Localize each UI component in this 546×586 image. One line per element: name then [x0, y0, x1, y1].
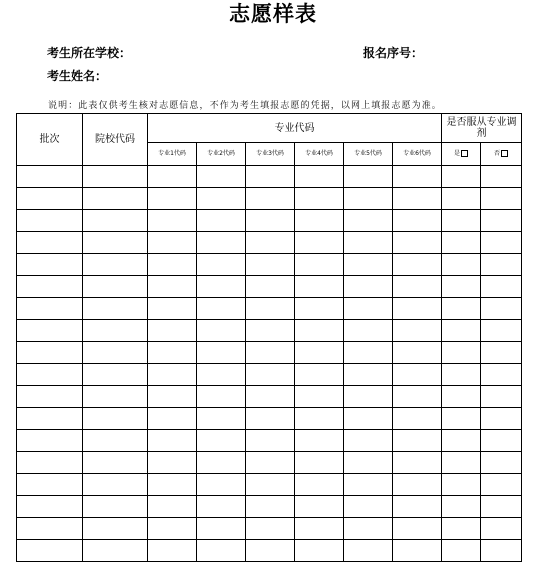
table-cell	[393, 474, 442, 496]
table-cell	[197, 298, 246, 320]
table-cell	[442, 210, 481, 232]
table-cell	[197, 430, 246, 452]
table-cell	[83, 166, 148, 188]
table-cell	[197, 408, 246, 430]
table-row	[17, 276, 522, 298]
table-cell	[442, 188, 481, 210]
table-cell	[442, 386, 481, 408]
table-cell	[481, 364, 522, 386]
table-cell	[197, 540, 246, 562]
table-cell	[148, 430, 197, 452]
table-cell	[246, 210, 295, 232]
table-cell	[148, 408, 197, 430]
checkbox-icon	[461, 150, 468, 157]
batch-header: 批次	[17, 114, 83, 166]
table-cell	[83, 232, 148, 254]
table-cell	[344, 496, 393, 518]
major-5-code-header: 专业5代码	[344, 143, 393, 166]
table-cell	[481, 232, 522, 254]
table-cell	[344, 210, 393, 232]
table-cell	[295, 232, 344, 254]
table-cell	[442, 276, 481, 298]
table-cell	[344, 430, 393, 452]
table-cell	[481, 254, 522, 276]
table-row	[17, 496, 522, 518]
major-code-header: 专业代码	[148, 114, 442, 143]
table-cell	[295, 298, 344, 320]
table-cell	[17, 254, 83, 276]
table-cell	[83, 342, 148, 364]
table-cell	[17, 496, 83, 518]
major-6-code-header: 专业6代码	[393, 143, 442, 166]
table-cell	[393, 496, 442, 518]
table-cell	[148, 254, 197, 276]
table-cell	[295, 518, 344, 540]
table-cell	[344, 232, 393, 254]
table-cell	[344, 364, 393, 386]
major-4-code-header: 专业4代码	[295, 143, 344, 166]
adjust-no-label: 否	[494, 150, 501, 157]
table-cell	[442, 320, 481, 342]
table-cell	[344, 254, 393, 276]
table-cell	[197, 232, 246, 254]
table-cell	[246, 386, 295, 408]
table-cell	[344, 518, 393, 540]
table-cell	[442, 452, 481, 474]
table-cell	[393, 452, 442, 474]
page-title: 志愿样表	[229, 2, 317, 26]
table-cell	[83, 254, 148, 276]
table-cell	[197, 386, 246, 408]
table-cell	[148, 474, 197, 496]
table-cell	[17, 320, 83, 342]
table-cell	[442, 364, 481, 386]
table-cell	[17, 474, 83, 496]
table-cell	[148, 210, 197, 232]
table-cell	[481, 342, 522, 364]
table-cell	[442, 518, 481, 540]
table-cell	[83, 298, 148, 320]
table-cell	[83, 210, 148, 232]
table-cell	[83, 320, 148, 342]
major-1-code-header: 专业1代码	[148, 143, 197, 166]
table-cell	[393, 364, 442, 386]
table-cell	[197, 518, 246, 540]
table-cell	[481, 496, 522, 518]
table-cell	[83, 474, 148, 496]
table-cell	[148, 320, 197, 342]
table-cell	[295, 276, 344, 298]
table-cell	[393, 188, 442, 210]
table-cell	[442, 166, 481, 188]
table-cell	[197, 474, 246, 496]
table-cell	[442, 298, 481, 320]
table-cell	[246, 232, 295, 254]
table-row	[17, 342, 522, 364]
table-cell	[148, 166, 197, 188]
table-cell	[148, 518, 197, 540]
table-cell	[197, 364, 246, 386]
table-cell	[481, 408, 522, 430]
table-cell	[481, 386, 522, 408]
table-cell	[246, 452, 295, 474]
table-cell	[344, 540, 393, 562]
table-row	[17, 232, 522, 254]
table-cell	[393, 540, 442, 562]
table-cell	[295, 540, 344, 562]
table-cell	[295, 430, 344, 452]
major-2-code-header: 专业2代码	[197, 143, 246, 166]
table-cell	[481, 540, 522, 562]
table-cell	[83, 364, 148, 386]
table-cell	[197, 254, 246, 276]
table-cell	[246, 320, 295, 342]
table-cell	[17, 298, 83, 320]
table-cell	[83, 276, 148, 298]
table-cell	[481, 210, 522, 232]
table-cell	[246, 298, 295, 320]
table-cell	[148, 452, 197, 474]
table-row	[17, 408, 522, 430]
table-cell	[295, 188, 344, 210]
table-cell	[481, 166, 522, 188]
table-cell	[295, 474, 344, 496]
table-cell	[481, 276, 522, 298]
table-cell	[393, 320, 442, 342]
table-cell	[295, 408, 344, 430]
table-cell	[148, 276, 197, 298]
table-cell	[17, 430, 83, 452]
table-cell	[344, 188, 393, 210]
table-cell	[197, 452, 246, 474]
table-cell	[246, 518, 295, 540]
table-cell	[83, 408, 148, 430]
table-cell	[344, 408, 393, 430]
table-cell	[295, 364, 344, 386]
table-cell	[17, 276, 83, 298]
table-cell	[344, 452, 393, 474]
table-cell	[481, 430, 522, 452]
table-cell	[197, 342, 246, 364]
table-cell	[393, 166, 442, 188]
table-cell	[481, 188, 522, 210]
table-cell	[295, 386, 344, 408]
table-cell	[197, 166, 246, 188]
table-cell	[442, 254, 481, 276]
table-cell	[17, 188, 83, 210]
table-cell	[83, 386, 148, 408]
table-cell	[442, 232, 481, 254]
table-row	[17, 518, 522, 540]
table-cell	[83, 496, 148, 518]
table-cell	[481, 452, 522, 474]
table-row	[17, 386, 522, 408]
table-row	[17, 210, 522, 232]
table-cell	[344, 166, 393, 188]
school-code-header: 院校代码	[83, 114, 148, 166]
table-cell	[197, 496, 246, 518]
table-cell	[17, 342, 83, 364]
table-cell	[246, 364, 295, 386]
table-cell	[246, 166, 295, 188]
table-cell	[17, 386, 83, 408]
table-cell	[246, 254, 295, 276]
table-cell	[83, 452, 148, 474]
table-cell	[393, 232, 442, 254]
table-cell	[295, 320, 344, 342]
table-row	[17, 430, 522, 452]
table-cell	[17, 166, 83, 188]
table-cell	[246, 342, 295, 364]
table-cell	[17, 232, 83, 254]
table-cell	[393, 386, 442, 408]
table-row	[17, 452, 522, 474]
table-cell	[83, 518, 148, 540]
checkbox-icon	[501, 150, 508, 157]
table-cell	[17, 210, 83, 232]
table-cell	[344, 342, 393, 364]
table-cell	[17, 452, 83, 474]
student-name-label: 考生姓名：	[47, 69, 108, 83]
table-cell	[295, 342, 344, 364]
table-row	[17, 254, 522, 276]
table-cell	[344, 320, 393, 342]
table-cell	[393, 342, 442, 364]
table-cell	[442, 496, 481, 518]
adjust-yes-label: 是	[454, 150, 461, 157]
table-cell	[393, 518, 442, 540]
table-cell	[393, 254, 442, 276]
volunteer-form-table	[16, 113, 522, 562]
table-cell	[148, 364, 197, 386]
table-cell	[344, 276, 393, 298]
table-cell	[148, 298, 197, 320]
table-cell	[83, 188, 148, 210]
table-row	[17, 166, 522, 188]
table-row	[17, 188, 522, 210]
table-cell	[148, 496, 197, 518]
table-cell	[197, 320, 246, 342]
table-cell	[393, 276, 442, 298]
table-cell	[442, 430, 481, 452]
table-cell	[295, 496, 344, 518]
table-cell	[246, 540, 295, 562]
table-cell	[197, 210, 246, 232]
table-cell	[344, 386, 393, 408]
table-cell	[197, 188, 246, 210]
table-cell	[148, 188, 197, 210]
table-cell	[442, 540, 481, 562]
table-cell	[83, 430, 148, 452]
instruction-note: 说明：此表仅供考生核对志愿信息，不作为考生填报志愿的凭据，以网上填报志愿为准。	[48, 101, 442, 111]
table-row	[17, 320, 522, 342]
table-cell	[393, 210, 442, 232]
table-cell	[148, 342, 197, 364]
table-cell	[481, 298, 522, 320]
table-cell	[148, 540, 197, 562]
table-cell	[344, 474, 393, 496]
table-cell	[83, 540, 148, 562]
table-row	[17, 474, 522, 496]
table-cell	[197, 276, 246, 298]
adjust-yes-header	[442, 143, 481, 166]
table-cell	[481, 320, 522, 342]
table-row	[17, 540, 522, 562]
table-cell	[148, 232, 197, 254]
table-cell	[393, 430, 442, 452]
table-cell	[295, 254, 344, 276]
table-cell	[442, 342, 481, 364]
adjust-no-header	[481, 143, 522, 166]
table-cell	[393, 408, 442, 430]
table-row	[17, 298, 522, 320]
table-cell	[393, 298, 442, 320]
table-cell	[17, 518, 83, 540]
table-cell	[344, 298, 393, 320]
table-cell	[148, 386, 197, 408]
table-cell	[246, 474, 295, 496]
table-cell	[295, 452, 344, 474]
table-cell	[481, 518, 522, 540]
school-label: 考生所在学校：	[47, 46, 132, 60]
table-cell	[246, 430, 295, 452]
table-cell	[442, 474, 481, 496]
table-cell	[17, 540, 83, 562]
table-cell	[246, 188, 295, 210]
table-cell	[246, 496, 295, 518]
table-row	[17, 364, 522, 386]
table-cell	[295, 166, 344, 188]
table-cell	[295, 210, 344, 232]
table-cell	[17, 408, 83, 430]
table-cell	[246, 408, 295, 430]
table-cell	[246, 276, 295, 298]
table-cell	[481, 474, 522, 496]
adjust-header: 是否服从专业调剂	[442, 114, 522, 143]
major-3-code-header: 专业3代码	[246, 143, 295, 166]
table-cell	[442, 408, 481, 430]
table-cell	[17, 364, 83, 386]
serial-number-label: 报名序号：	[363, 46, 424, 60]
